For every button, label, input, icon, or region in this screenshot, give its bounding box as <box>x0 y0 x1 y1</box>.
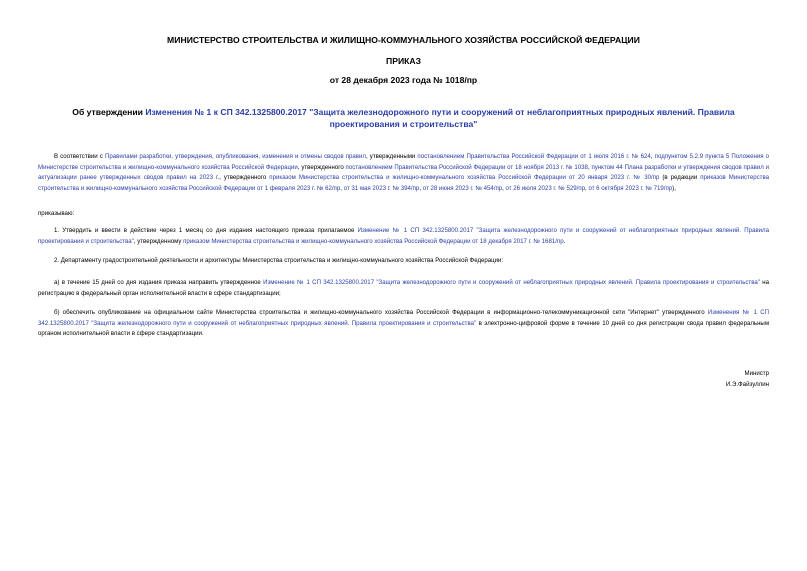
title-prefix: Об утверждении <box>72 107 146 117</box>
link-order-719[interactable]: от 6 октября 2023 г. № 719/пр <box>588 185 673 193</box>
document-title <box>60 106 747 130</box>
text: , <box>502 185 506 193</box>
title-link[interactable]: Изменения № 1 к СП 342.1325800.2017 "Защита железнодорожного пути и сооружений от неблагоприятных природных явлений. Правила проектирования и строительства" <box>145 107 735 129</box>
document-date: от 28 декабря 2023 года № 1018/пр <box>329 75 478 85</box>
link-order-529[interactable]: от 26 июля 2023 г. № 529/пр <box>505 185 586 193</box>
ministry-name: МИНИСТЕРСТВО СТРОИТЕЛЬСТВА И ЖИЛИЩНО-КОММУНАЛЬНОГО ХОЗЯЙСТВА РОССИЙСКОЙ ФЕДЕРАЦИИ <box>167 35 640 45</box>
paragraph-item-2b <box>38 308 769 340</box>
link-resolution-624[interactable]: постановлением Правительства Российской Федерации от 1 июля 2016 г. № 624 <box>417 153 651 160</box>
link-change-1[interactable]: Изменение № 1 СП 342.1325800.2017 "Защита железнодорожного пути и сооружений от неблагоприятных природных явлений. Правила проектирования и строительства" <box>38 227 769 245</box>
link-regulation[interactable]: подпунктом 5.2.9 пункта 5 Положения о Министерстве строительства и жилищно-коммунального хозяйства Российской Федерации <box>38 153 770 171</box>
signature-position: Министр <box>744 370 769 377</box>
text: , <box>419 185 423 193</box>
link-plan-point-44[interactable]: пунктом 44 Плана разработки и утверждения сводов правил и актуализации ранее утвержденных сводов правил на 2023 г. <box>38 163 769 182</box>
text: , <box>587 163 592 171</box>
paragraph-item-2: 2. Департаменту градостроительной деятельности и архитектуры Министерства строительства и жилищно-коммунального хозяйства Российской Федерации: <box>54 257 504 264</box>
paragraph-preamble <box>38 152 769 195</box>
link-order-454[interactable]: от 28 июня 2023 г. № 454/пр <box>422 185 503 193</box>
signature-name: И.Э.Файзуллин <box>725 381 769 388</box>
paragraph-item-1 <box>38 226 769 247</box>
paragraph-item-2a <box>38 278 769 299</box>
text: а) в течение 15 дней со дня издания приказа направить утвержденное <box>54 279 264 286</box>
link-order-30[interactable]: приказом Министерства строительства и жилищно-коммунального хозяйства Российской Федерации от 20 января 2023 г. № 30/пр <box>269 174 660 182</box>
text: , утвержденного <box>219 174 270 182</box>
text: , <box>585 185 589 193</box>
text: ), <box>672 185 676 193</box>
text: , утвержденными <box>365 153 418 160</box>
text: , утвержденного <box>297 163 346 171</box>
document-type: ПРИКАЗ <box>386 56 421 66</box>
link-order-62[interactable]: приказов Министерства строительства и жилищно-коммунального хозяйства Российской Федерации от 1 февраля 2023 г. № 62/пр <box>38 174 770 193</box>
text: б) обеспечить опубликование на официальном сайте Министерства строительства и жилищно-коммунального хозяйства Российской Федерации в информационно-телекоммуникационной сети "Интернет" утвержденного <box>54 309 708 316</box>
link-resolution-1038[interactable]: постановлением Правительства Российской Федерации от 18 ноября 2013 г. № 1038 <box>345 163 588 171</box>
link-change-1[interactable]: Изменение № 1 СП 342.1325800.2017 "Защита железнодорожного пути и сооружений от неблагоприятных природных явлений. Правила проектирования и строительства" <box>263 279 760 286</box>
paragraph-order: приказываю: <box>38 210 75 217</box>
text: , <box>340 185 344 193</box>
text: В соответствии с <box>54 153 105 160</box>
link-order-1681[interactable]: приказом Министерства строительства и жилищно-коммунального хозяйства Российской Федерации от 18 декабря 2017 г. № 1681/пр <box>183 237 564 245</box>
text: , <box>650 153 655 160</box>
link-rules[interactable]: Правилами разработки, утверждения, опубликования, изменения и отмены сводов правил <box>104 153 366 160</box>
text: (в редакции <box>659 174 701 182</box>
link-change-1[interactable]: Изменения № 1 СП 342.1325800.2017 "Защита железнодорожного пути и сооружений от неблагоприятных природных явлений. Правила проектирования и строительства" <box>38 309 769 327</box>
text: на регистрацию в федеральный орган исполнительной власти в сфере стандартизации; <box>38 279 770 297</box>
text: в электронно-цифровой форме в течение 10 дней со дня регистрации свода правил федеральным органом исполнительной власти в сфере стандартизации. <box>38 319 770 338</box>
text: 1. Утвердить и ввести в действие через 1 месяц со дня издания настоящего приказа прилагаемое <box>54 227 358 234</box>
text: , утвержденному <box>133 237 184 245</box>
link-order-394[interactable]: от 31 мая 2023 г. № 394/пр <box>343 185 420 193</box>
text: . <box>563 237 566 245</box>
